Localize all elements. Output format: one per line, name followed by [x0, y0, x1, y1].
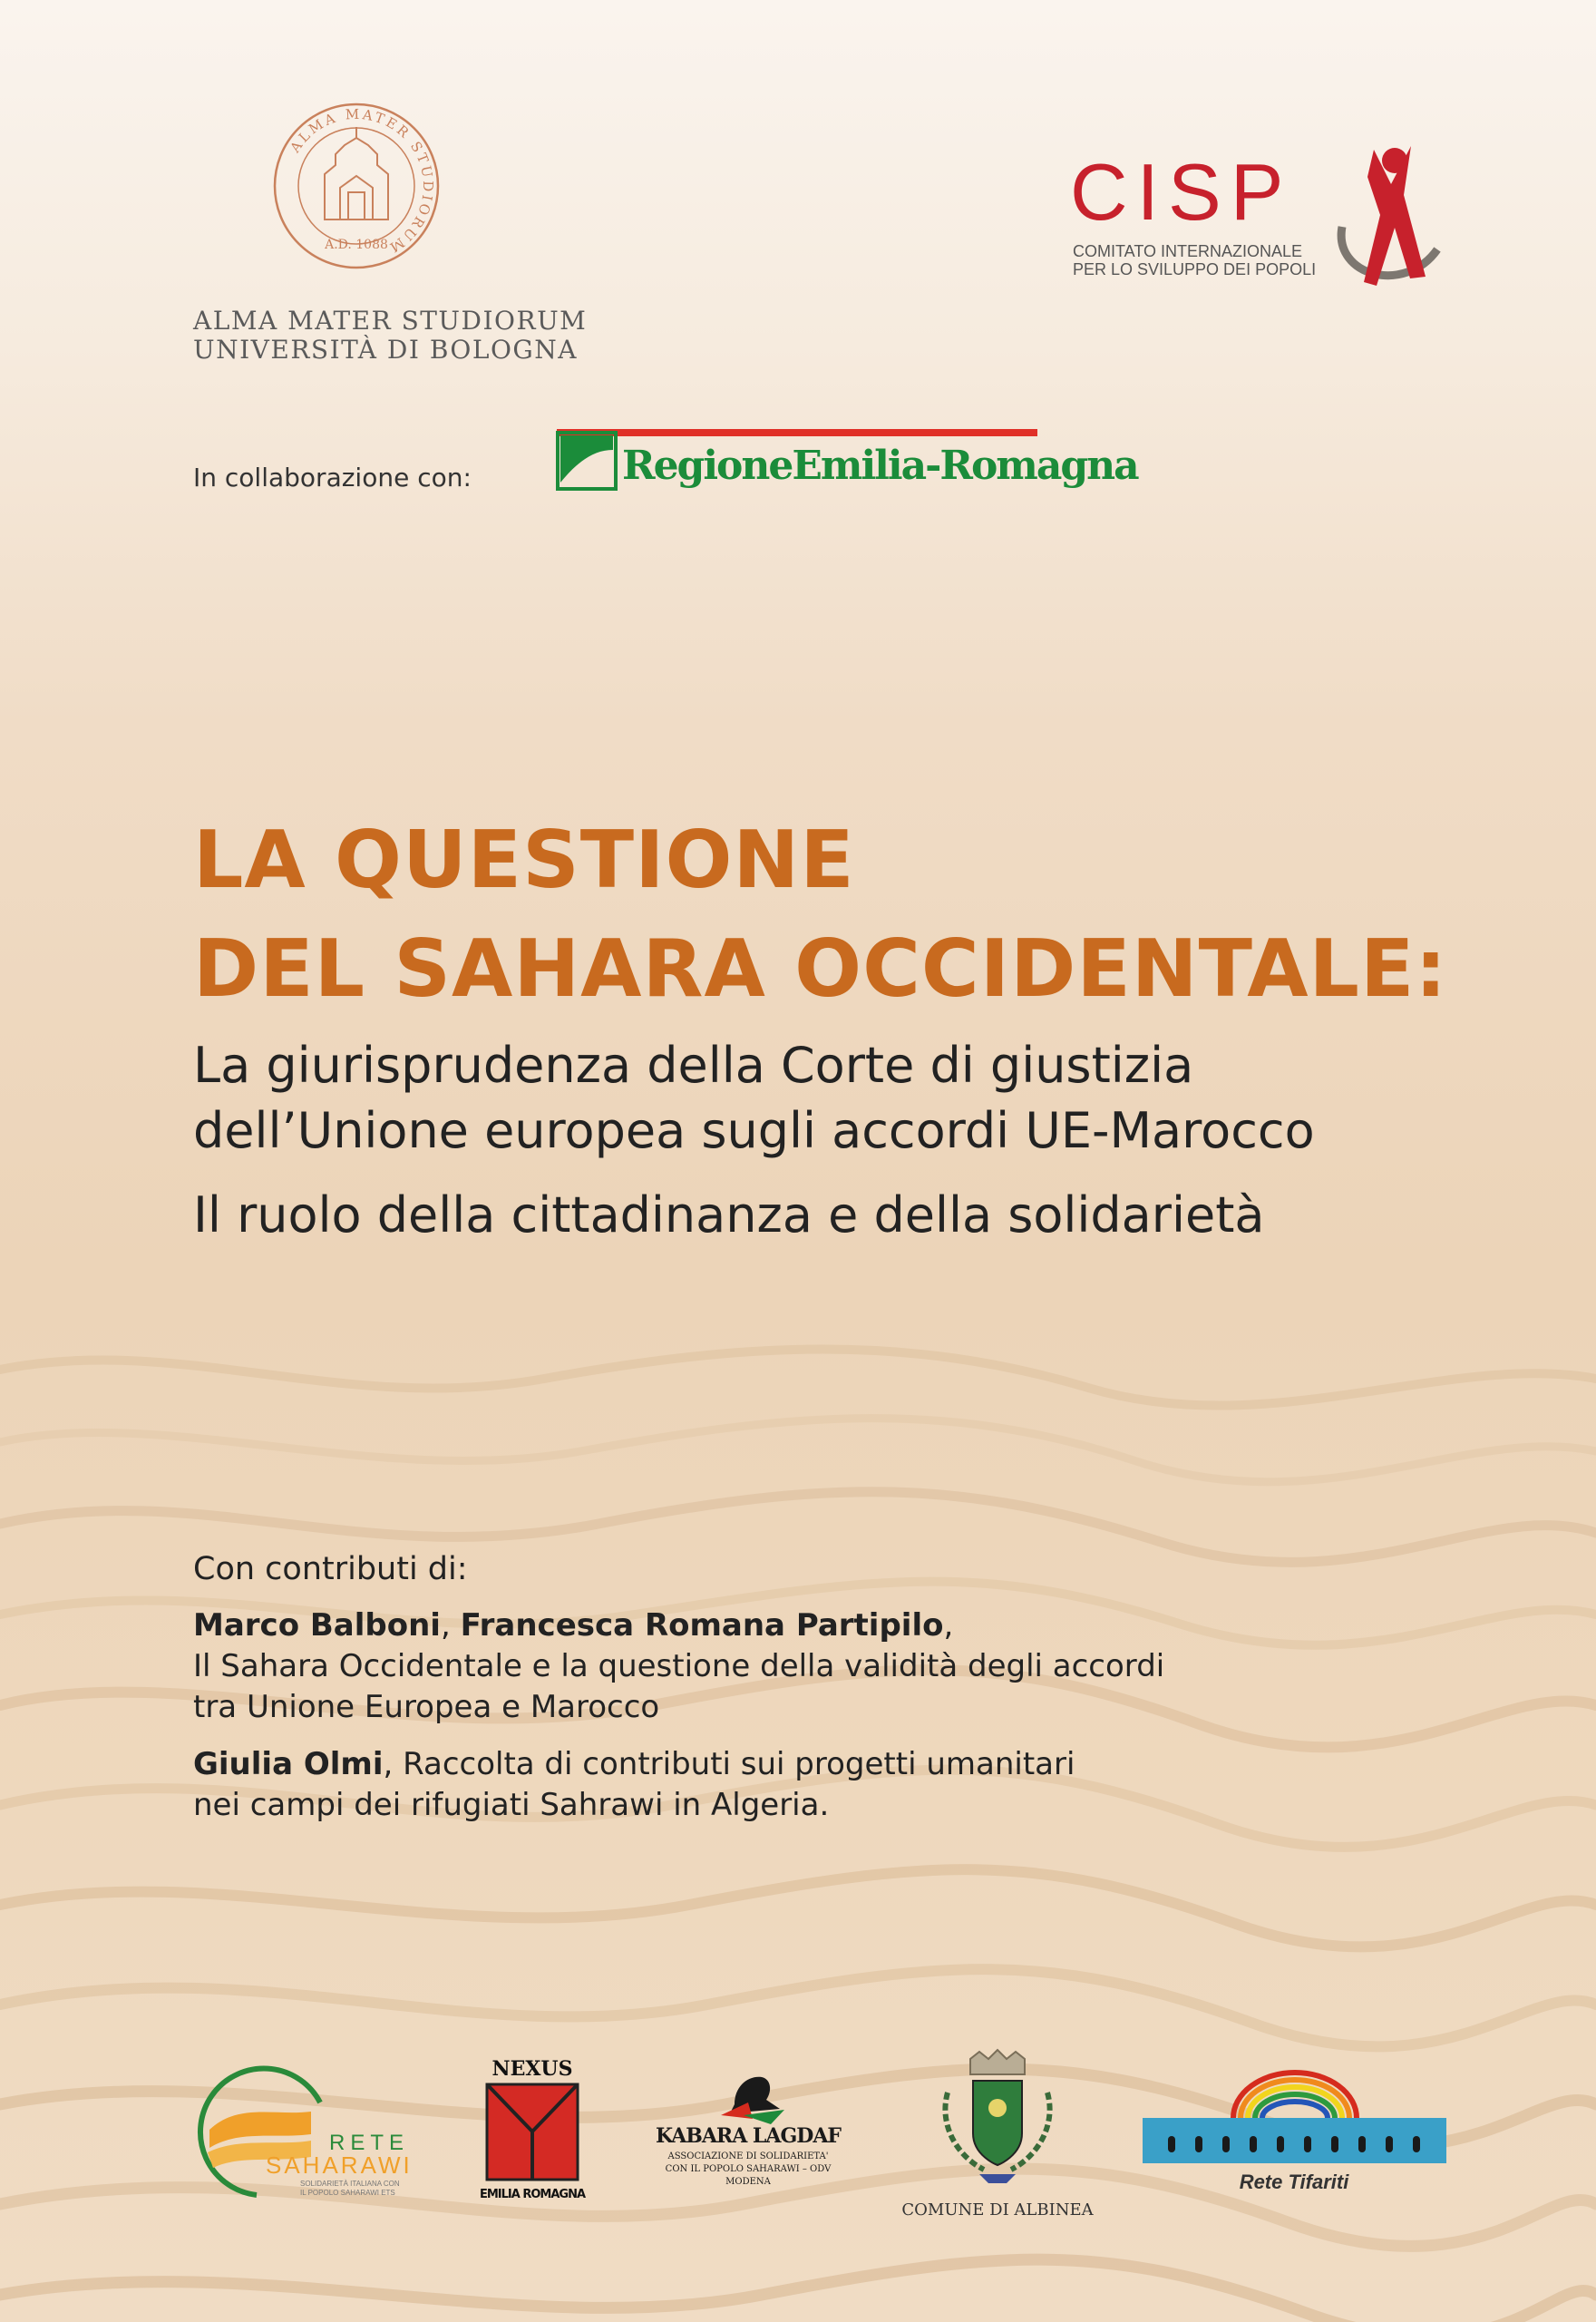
- svg-text:ASSOCIAZIONE DI SOLIDARIETA': ASSOCIAZIONE DI SOLIDARIETA': [667, 2151, 829, 2161]
- title-line2: DEL SAHARA OCCIDENTALE:: [193, 922, 1448, 1015]
- svg-text:RETE: RETE: [329, 2131, 410, 2155]
- author-balboni: Marco Balboni: [193, 1607, 441, 1644]
- subtitle-line3: Il ruolo della cittadinanza e della solidarietà: [193, 1186, 1265, 1244]
- svg-text:SOLIDARIETÀ ITALIANA CON: SOLIDARIETÀ ITALIANA CON: [300, 2180, 400, 2188]
- cisp-sub-line2: PER LO SVILUPPO DEI POPOLI: [1073, 260, 1317, 278]
- unibo-name: [193, 307, 587, 365]
- svg-text:A.D. 1088: A.D. 1088: [325, 238, 388, 252]
- svg-text:MODENA: MODENA: [725, 2177, 771, 2187]
- rete-saharawi-logo: [193, 2066, 429, 2202]
- kabara-lagdaf-logo: [635, 2059, 861, 2204]
- svg-text:CON IL POPOLO SAHARAWI – ODV: CON IL POPOLO SAHARAWI – ODV: [665, 2164, 832, 2174]
- author-partipilo: Francesca Romana Partipilo: [460, 1607, 944, 1644]
- region-red-bar: [557, 429, 1037, 436]
- cisp-wordmark: CISP: [1070, 147, 1293, 237]
- cisp-subtitle: [1073, 242, 1316, 278]
- contributions-heading: Con contributi di:: [193, 1551, 468, 1587]
- unibo-line2: UNIVERSITÀ DI BOLOGNA: [193, 335, 579, 365]
- svg-text:IL POPOLO SAHARAWI ETS: IL POPOLO SAHARAWI ETS: [300, 2189, 395, 2197]
- region-name: RegioneEmilia-Romagna: [622, 443, 1138, 489]
- svg-text:Rete Tifariti: Rete Tifariti: [1239, 2171, 1349, 2193]
- svg-text:ALMA MATER STUDIORUM: ALMA MATER STUDIORUM: [287, 105, 437, 258]
- comune-albinea-crest: [884, 2043, 1111, 2224]
- nexus-logo: [479, 2057, 586, 2202]
- work1-line1: Il Sahara Occidentale e la questione della validità degli accordi: [193, 1648, 1165, 1684]
- unibo-line1: ALMA MATER STUDIORUM: [193, 306, 588, 336]
- region-flag-icon: [557, 432, 617, 490]
- svg-text:COMUNE DI ALBINEA: COMUNE DI ALBINEA: [901, 2200, 1094, 2220]
- subtitle-line1: La giurisprudenza della Corte di giustizia: [193, 1037, 1194, 1094]
- work2-line2: nei campi dei rifugiati Sahrawi in Algeria.: [193, 1787, 830, 1823]
- subtitle-line2: dell’Unione europea sugli accordi UE-Marocco: [193, 1102, 1315, 1159]
- svg-text:SAHARAWI: SAHARAWI: [266, 2151, 413, 2179]
- author-separator2: ,: [943, 1607, 954, 1644]
- svg-text:KABARA LAGDAF: KABARA LAGDAF: [655, 2124, 842, 2148]
- title-line1: LA QUESTIONE: [193, 814, 855, 906]
- cisp-figure-icon: [1324, 141, 1451, 295]
- contributors-line1: [193, 1607, 953, 1644]
- svg-text:EMILIA ROMAGNA: EMILIA ROMAGNA: [479, 2188, 586, 2201]
- work1-line2: tra Unione Europea e Marocco: [193, 1689, 660, 1725]
- author-olmi: Giulia Olmi: [193, 1746, 384, 1782]
- collaboration-label: In collaborazione con:: [193, 463, 472, 493]
- contributors-line2: [193, 1746, 1075, 1782]
- unibo-seal-logo: [272, 102, 441, 270]
- author-separator1: ,: [440, 1607, 461, 1644]
- work2-line1: , Raccolta di contributi sui progetti umanitari: [383, 1746, 1075, 1782]
- rete-tifariti-logo: [1143, 2073, 1446, 2200]
- cisp-sub-line1: COMITATO INTERNAZIONALE: [1073, 242, 1303, 260]
- svg-text:NEXUS: NEXUS: [491, 2057, 573, 2081]
